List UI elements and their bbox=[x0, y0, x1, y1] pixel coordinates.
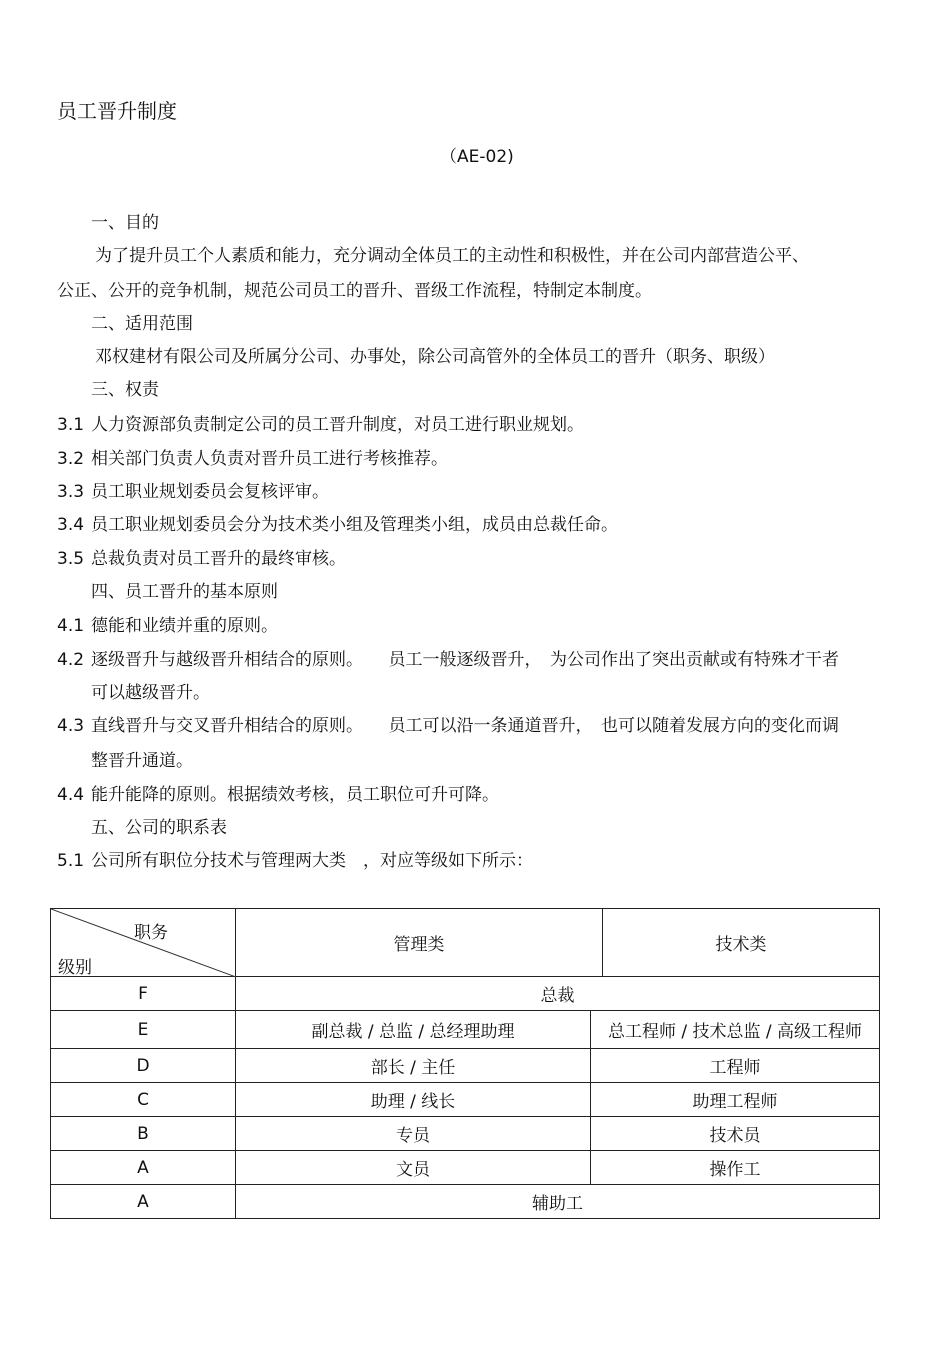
clause-number: 4.4 bbox=[57, 785, 85, 805]
clause-number: 3.1 bbox=[57, 415, 85, 435]
clause-text: 德能和业绩并重的原则。 bbox=[91, 616, 278, 636]
clause-3-1 bbox=[57, 415, 584, 435]
header-mgmt-column: 管理类 bbox=[236, 909, 603, 977]
header-duty-label: 职务 bbox=[134, 923, 168, 943]
table-row bbox=[51, 1011, 880, 1049]
level-cell: A bbox=[51, 1151, 236, 1185]
clause-text: 人力资源部负责制定公司的员工晋升制度，对员工进行职业规划。 bbox=[91, 415, 584, 435]
header-diagonal-cell bbox=[51, 909, 236, 977]
clause-3-3 bbox=[57, 482, 329, 502]
clause-number: 5.1 bbox=[57, 851, 85, 871]
level-cell: E bbox=[51, 1011, 236, 1049]
level-cell: A bbox=[51, 1185, 236, 1219]
clause-text: 公司所有职位分技术与管理两大类 ，对应等级如下所示： bbox=[91, 851, 533, 871]
level-cell: B bbox=[51, 1117, 236, 1151]
clause-4-3-continuation: 整晋升通道。 bbox=[91, 751, 193, 771]
merged-cell: 总裁 bbox=[236, 977, 880, 1011]
table-header-row bbox=[51, 909, 880, 977]
header-level-label: 级别 bbox=[58, 958, 92, 978]
clause-text: 能升能降的原则。根据绩效考核，员工职位可升可降。 bbox=[91, 785, 499, 805]
job-grade-table bbox=[50, 908, 880, 1219]
section-2-heading: 二、适用范围 bbox=[91, 314, 193, 334]
header-tech-column: 技术类 bbox=[603, 909, 880, 977]
table-row bbox=[51, 1185, 880, 1219]
mgmt-cell: 专员 bbox=[236, 1117, 591, 1151]
mgmt-cell: 部长 / 主任 bbox=[236, 1049, 591, 1083]
clause-text: 逐级晋升与越级晋升相结合的原则。 员工一般逐级晋升， 为公司作出了突出贡献或有特殊才干者 bbox=[91, 650, 839, 670]
section-4-heading: 四、员工晋升的基本原则 bbox=[91, 582, 278, 602]
clause-4-3 bbox=[57, 716, 839, 736]
clause-number: 4.1 bbox=[57, 616, 85, 636]
document-code: （AE-02) bbox=[440, 147, 514, 167]
clause-3-5 bbox=[57, 549, 346, 569]
level-cell: F bbox=[51, 977, 236, 1011]
section-1-text-line-2: 公正、公开的竞争机制，规范公司员工的晋升、晋级工作流程，特制定本制度。 bbox=[57, 281, 652, 301]
clause-number: 4.3 bbox=[57, 716, 85, 736]
clause-number: 3.4 bbox=[57, 515, 85, 535]
tech-cell: 总工程师 / 技术总监 / 高级工程师 bbox=[591, 1011, 880, 1049]
tech-cell: 操作工 bbox=[591, 1151, 880, 1185]
level-cell: C bbox=[51, 1083, 236, 1117]
section-1-text-line-1: 为了提升员工个人素质和能力，充分调动全体员工的主动性和积极性，并在公司内部营造公平、 bbox=[95, 246, 809, 266]
table-row bbox=[51, 1049, 880, 1083]
mgmt-cell: 副总裁 / 总监 / 总经理助理 bbox=[236, 1011, 591, 1049]
tech-cell: 技术员 bbox=[591, 1117, 880, 1151]
clause-number: 3.3 bbox=[57, 482, 85, 502]
table-row bbox=[51, 1083, 880, 1117]
clause-4-1 bbox=[57, 616, 278, 636]
clause-number: 4.2 bbox=[57, 650, 85, 670]
clause-text: 相关部门负责人负责对晋升员工进行考核推荐。 bbox=[91, 449, 448, 469]
document-title: 员工晋升制度 bbox=[57, 99, 177, 123]
section-2-text: 邓权建材有限公司及所属分公司、办事处，除公司高管外的全体员工的晋升（职务、职级） bbox=[95, 347, 775, 367]
clause-text: 直线晋升与交叉晋升相结合的原则。 员工可以沿一条通道晋升， 也可以随着发展方向的变化而调 bbox=[91, 716, 839, 736]
clause-3-2 bbox=[57, 449, 448, 469]
clause-4-2 bbox=[57, 650, 839, 670]
clause-5-1 bbox=[57, 851, 533, 871]
clause-text: 员工职业规划委员会复核评审。 bbox=[91, 482, 329, 502]
clause-4-2-continuation: 可以越级晋升。 bbox=[91, 683, 210, 703]
section-1-heading: 一、目的 bbox=[91, 213, 159, 233]
section-5-heading: 五、公司的职系表 bbox=[91, 818, 227, 838]
table-row bbox=[51, 977, 880, 1011]
level-cell: D bbox=[51, 1049, 236, 1083]
tech-cell: 工程师 bbox=[591, 1049, 880, 1083]
mgmt-cell: 助理 / 线长 bbox=[236, 1083, 591, 1117]
clause-number: 3.5 bbox=[57, 549, 85, 569]
clause-number: 3.2 bbox=[57, 449, 85, 469]
clause-4-4 bbox=[57, 785, 499, 805]
table-row bbox=[51, 1117, 880, 1151]
table-row bbox=[51, 1151, 880, 1185]
clause-text: 员工职业规划委员会分为技术类小组及管理类小组，成员由总裁任命。 bbox=[91, 515, 618, 535]
clause-3-4 bbox=[57, 515, 618, 535]
merged-cell: 辅助工 bbox=[236, 1185, 880, 1219]
clause-text: 总裁负责对员工晋升的最终审核。 bbox=[91, 549, 346, 569]
mgmt-cell: 文员 bbox=[236, 1151, 591, 1185]
tech-cell: 助理工程师 bbox=[591, 1083, 880, 1117]
section-3-heading: 三、权责 bbox=[91, 380, 159, 400]
